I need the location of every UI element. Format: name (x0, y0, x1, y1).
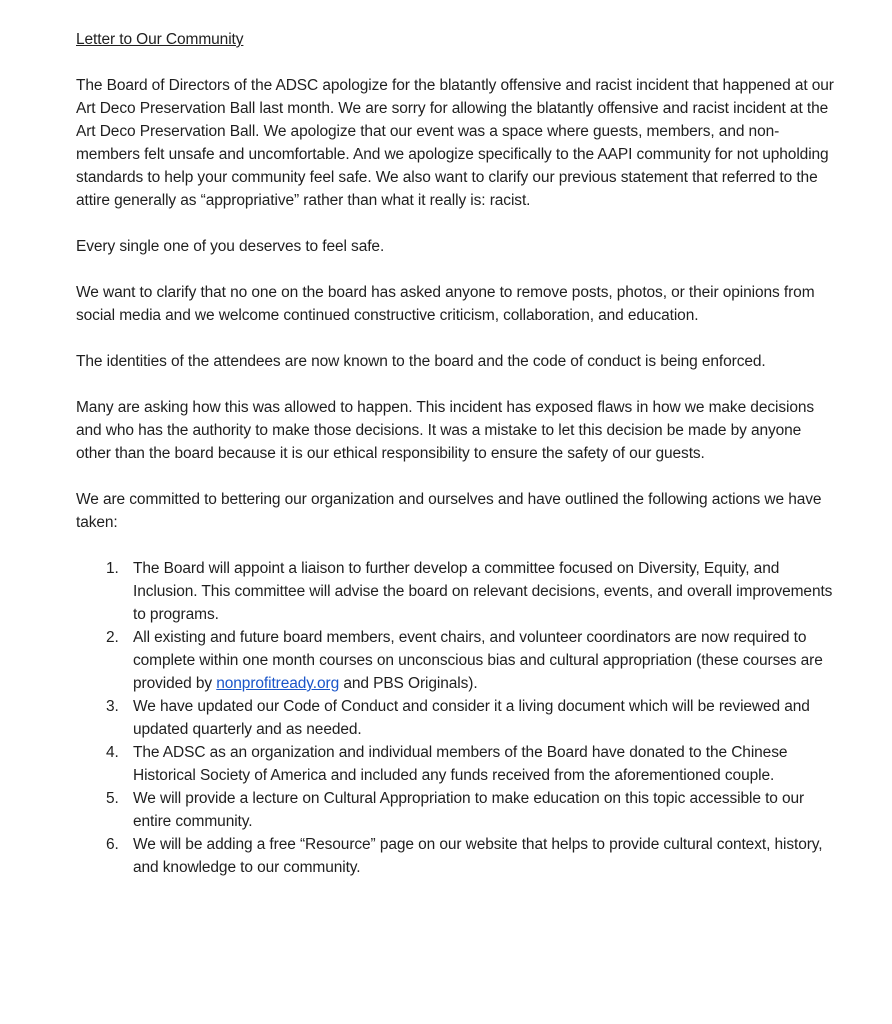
letter-title: Letter to Our Community (76, 31, 244, 48)
list-item-number: 2. (106, 629, 119, 646)
letter-page (76, 28, 836, 879)
list-item (76, 741, 836, 787)
list-item-text: We will provide a lecture on Cultural Appropriation to make education on this topic accessible to our entire community. (133, 790, 805, 830)
list-item (76, 695, 836, 741)
list-item-text: We will be adding a free “Resource” page on our website that helps to provide cultural context, history, and knowledge to our community. (133, 836, 823, 876)
list-item-text: The ADSC as an organization and individual members of the Board have donated to the Chinese Historical Society of America and included any funds received from the aforementioned couple. (133, 744, 788, 784)
list-item-text: We have updated our Code of Conduct and consider it a living document which will be reviewed and updated quarterly and as needed. (133, 698, 810, 738)
list-item-text-continued: and PBS Originals). (339, 675, 478, 692)
paragraph-commitment: We are committed to bettering our organization and ourselves and have outlined the following actions we have taken: (76, 491, 822, 531)
paragraph-social-media: We want to clarify that no one on the board has asked anyone to remove posts, photos, or their opinions from social media and we welcome continued constructive criticism, collaboration, and education. (76, 284, 815, 324)
list-item-number: 6. (106, 836, 119, 853)
list-item-text: All existing and future board members, event chairs, and volunteer coordinators are now required to complete within one month courses on unconscious bias and cultural appropriation (these courses are provided by (133, 629, 823, 692)
list-item (76, 833, 836, 879)
list-item (76, 626, 836, 695)
paragraph-identities: The identities of the attendees are now known to the board and the code of conduct is being enforced. (76, 353, 766, 370)
nonprofitready-link[interactable]: nonprofitready.org (216, 675, 340, 692)
list-item (76, 787, 836, 833)
list-item-number: 4. (106, 744, 119, 761)
list-item (76, 557, 836, 626)
paragraph-how-it-happened: Many are asking how this was allowed to happen. This incident has exposed flaws in how we make decisions and who has the authority to make those decisions. It was a mistake to let this decision be made by anyone other than the board because it is our ethical responsibility to ensure the safety of our guests. (76, 399, 815, 462)
list-item-number: 3. (106, 698, 119, 715)
list-item-text: The Board will appoint a liaison to further develop a committee focused on Diversity, Equity, and Inclusion. This committee will advise the board on relevant decisions, events, and overall improvements to programs. (133, 560, 833, 623)
paragraph-apology: The Board of Directors of the ADSC apologize for the blatantly offensive and racist incident that happened at our Art Deco Preservation Ball last month. We are sorry for allowing the blatantly offensive and racist incident at the Art Deco Preservation Ball. We apologize that our event was a space where guests, members, and non-members felt unsafe and uncomfortable. And we apologize specifically to the AAPI community for not upholding standards to help your community feel safe. We also want to clarify our previous statement that referred to the attire generally as “appropriative” rather than what it really is: racist. (76, 77, 834, 209)
paragraph-safety: Every single one of you deserves to feel safe. (76, 238, 385, 255)
list-item-number: 5. (106, 790, 119, 807)
list-item-number: 1. (106, 560, 119, 577)
actions-list (76, 557, 836, 879)
